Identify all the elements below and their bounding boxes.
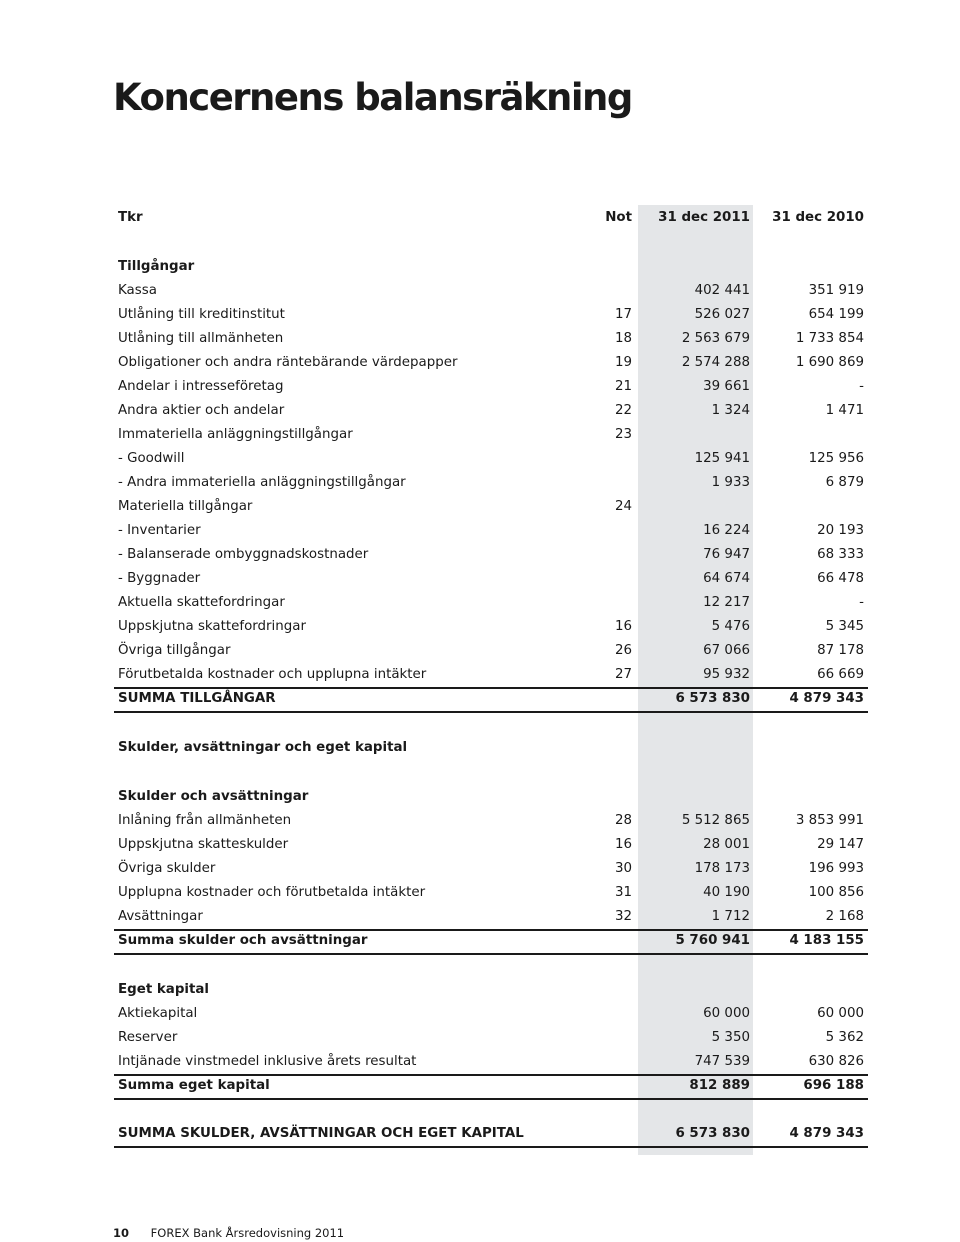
row-note: 23 — [614, 427, 632, 442]
row-label: - Goodwill — [118, 451, 185, 466]
row-value-2011: 40 190 — [703, 885, 750, 900]
row-label: Upplupna kostnader och förutbetalda intäkter — [118, 885, 426, 900]
row-label: - Andra immateriella anläggningstillgångar — [118, 475, 406, 490]
row-value-2011: 12 217 — [703, 595, 750, 610]
row-value-2011: 6 573 830 — [675, 1126, 750, 1141]
row-value-2010: 87 178 — [817, 643, 864, 658]
row-label: Uppskjutna skattefordringar — [118, 619, 306, 634]
page-title: Koncernens balansräkning — [113, 76, 632, 119]
footer-text: FOREX Bank Årsredovisning 2011 — [150, 1226, 345, 1240]
table-row — [114, 663, 868, 689]
row-note: 22 — [614, 403, 632, 418]
row-label: Skulder och avsättningar — [118, 789, 309, 804]
table-row — [114, 543, 868, 567]
row-label: Skulder, avsättningar och eget kapital — [118, 740, 408, 755]
table-row — [114, 905, 868, 931]
row-label: Andelar i intresseföretag — [118, 379, 284, 394]
row-note: 16 — [614, 619, 632, 634]
row-note: 28 — [614, 813, 632, 828]
table-row — [114, 375, 868, 399]
table-row — [114, 881, 868, 905]
page-footer — [113, 1226, 344, 1240]
row-value-2011: 5 760 941 — [675, 933, 750, 948]
row-note: 31 — [614, 885, 632, 900]
table-row — [114, 591, 868, 615]
row-value-2011: 526 027 — [694, 307, 750, 322]
row-label: Materiella tillgångar — [118, 499, 253, 514]
row-label: Utlåning till kreditinstitut — [118, 307, 285, 322]
table-row — [114, 833, 868, 857]
row-value-2010: 630 826 — [808, 1054, 864, 1069]
page-number: 10 — [113, 1226, 130, 1240]
row-value-2011: 2 563 679 — [681, 331, 750, 346]
table-row — [114, 327, 868, 351]
row-value-2010: 68 333 — [817, 547, 864, 562]
row-note: 26 — [614, 643, 632, 658]
row-label: Andra aktier och andelar — [118, 403, 285, 418]
row-value-2010: - — [859, 595, 864, 610]
table-row — [114, 1002, 868, 1026]
row-value-2010: 5 362 — [825, 1030, 864, 1045]
table-row — [114, 423, 868, 447]
row-label: SUMMA TILLGÅNGAR — [118, 691, 276, 706]
row-note: 32 — [614, 909, 632, 924]
row-value-2011: 76 947 — [703, 547, 750, 562]
row-value-2010: 4 879 343 — [789, 1126, 864, 1141]
table-row — [114, 1122, 868, 1148]
row-note: 24 — [614, 499, 632, 514]
row-value-2010: 1 471 — [825, 403, 864, 418]
row-value-2010: 1 733 854 — [795, 331, 864, 346]
row-value-2010: 351 919 — [808, 283, 864, 298]
row-label: SUMMA SKULDER, AVSÄTTNINGAR OCH EGET KAPITAL — [118, 1126, 524, 1141]
row-value-2011: 747 539 — [694, 1054, 750, 1069]
table-row — [114, 351, 868, 375]
table-row — [114, 809, 868, 833]
table-row — [114, 639, 868, 663]
row-value-2011: 2 574 288 — [681, 355, 750, 370]
row-label: Summa skulder och avsättningar — [118, 933, 368, 948]
table-row — [114, 399, 868, 423]
row-value-2010: 125 956 — [808, 451, 864, 466]
table-row — [114, 978, 868, 1002]
table-row — [114, 471, 868, 495]
table-row — [114, 1050, 868, 1076]
row-value-2010: - — [859, 379, 864, 394]
row-note: 30 — [614, 861, 632, 876]
table-row — [114, 615, 868, 639]
row-value-2011: 64 674 — [703, 571, 750, 586]
row-value-2011: 67 066 — [703, 643, 750, 658]
row-value-2011: 95 932 — [703, 667, 750, 682]
table-row — [114, 785, 868, 809]
row-value-2010: 696 188 — [803, 1078, 864, 1093]
row-note: 27 — [614, 667, 632, 682]
row-label: Utlåning till allmänheten — [118, 331, 284, 346]
row-note: 21 — [614, 379, 632, 394]
row-value-2011: 5 476 — [711, 619, 750, 634]
row-note: 17 — [614, 307, 632, 322]
row-value-2011: 5 512 865 — [681, 813, 750, 828]
table-header-row — [114, 206, 868, 230]
row-value-2010: 100 856 — [808, 885, 864, 900]
row-value-2010: 1 690 869 — [795, 355, 864, 370]
row-value-2010: 196 993 — [808, 861, 864, 876]
row-value-2011: 16 224 — [703, 523, 750, 538]
row-value-2011: 1 933 — [711, 475, 750, 490]
row-note: 16 — [614, 837, 632, 852]
row-value-2010: 20 193 — [817, 523, 864, 538]
header-unit-label: Tkr — [118, 210, 143, 225]
row-value-2010: 2 168 — [825, 909, 864, 924]
row-label: Summa eget kapital — [118, 1078, 270, 1093]
row-label: Eget kapital — [118, 982, 210, 997]
table-row — [114, 519, 868, 543]
row-value-2011: 5 350 — [711, 1030, 750, 1045]
row-value-2011: 6 573 830 — [675, 691, 750, 706]
row-value-2011: 402 441 — [694, 283, 750, 298]
table-row — [114, 495, 868, 519]
row-value-2010: 66 478 — [817, 571, 864, 586]
row-label: Förutbetalda kostnader och upplupna intäkter — [118, 667, 427, 682]
header-year-2010: 31 dec 2010 — [772, 210, 864, 225]
row-label: Övriga skulder — [118, 861, 216, 876]
header-not: Not — [605, 210, 632, 225]
row-label: - Inventarier — [118, 523, 201, 538]
table-row — [114, 255, 868, 279]
header-year-2011: 31 dec 2011 — [658, 210, 750, 225]
table-row — [114, 303, 868, 327]
row-value-2011: 1 712 — [711, 909, 750, 924]
row-value-2011: 178 173 — [694, 861, 750, 876]
row-label: Reserver — [118, 1030, 178, 1045]
row-label: Tillgångar — [118, 259, 195, 274]
row-note: 18 — [614, 331, 632, 346]
table-row — [114, 857, 868, 881]
row-value-2010: 5 345 — [825, 619, 864, 634]
row-label: Kassa — [118, 283, 157, 298]
row-label: - Balanserade ombyggnadskostnader — [118, 547, 369, 562]
row-value-2010: 4 183 155 — [789, 933, 864, 948]
table-row — [114, 1074, 868, 1100]
table-row — [114, 279, 868, 303]
row-value-2011: 812 889 — [689, 1078, 750, 1093]
row-label: Intjänade vinstmedel inklusive årets resultat — [118, 1054, 417, 1069]
row-value-2010: 3 853 991 — [795, 813, 864, 828]
table-row — [114, 929, 868, 955]
row-label: Avsättningar — [118, 909, 203, 924]
row-label: - Byggnader — [118, 571, 201, 586]
row-value-2011: 60 000 — [703, 1006, 750, 1021]
row-value-2010: 4 879 343 — [789, 691, 864, 706]
table-row — [114, 447, 868, 471]
row-label: Uppskjutna skatteskulder — [118, 837, 289, 852]
row-value-2011: 39 661 — [703, 379, 750, 394]
table-row — [114, 1026, 868, 1050]
row-value-2010: 6 879 — [825, 475, 864, 490]
row-label: Obligationer och andra räntebärande värdepapper — [118, 355, 458, 370]
row-value-2010: 654 199 — [808, 307, 864, 322]
row-value-2010: 60 000 — [817, 1006, 864, 1021]
table-row — [114, 687, 868, 713]
row-value-2011: 1 324 — [711, 403, 750, 418]
row-label: Aktiekapital — [118, 1006, 198, 1021]
table-row — [114, 567, 868, 591]
row-note: 19 — [614, 355, 632, 370]
row-label: Aktuella skattefordringar — [118, 595, 285, 610]
row-label: Immateriella anläggningstillgångar — [118, 427, 353, 442]
row-value-2010: 29 147 — [817, 837, 864, 852]
row-value-2010: 66 669 — [817, 667, 864, 682]
row-label: Inlåning från allmänheten — [118, 813, 292, 828]
table-row — [114, 736, 868, 760]
row-value-2011: 28 001 — [703, 837, 750, 852]
row-value-2011: 125 941 — [694, 451, 750, 466]
row-label: Övriga tillgångar — [118, 643, 231, 658]
